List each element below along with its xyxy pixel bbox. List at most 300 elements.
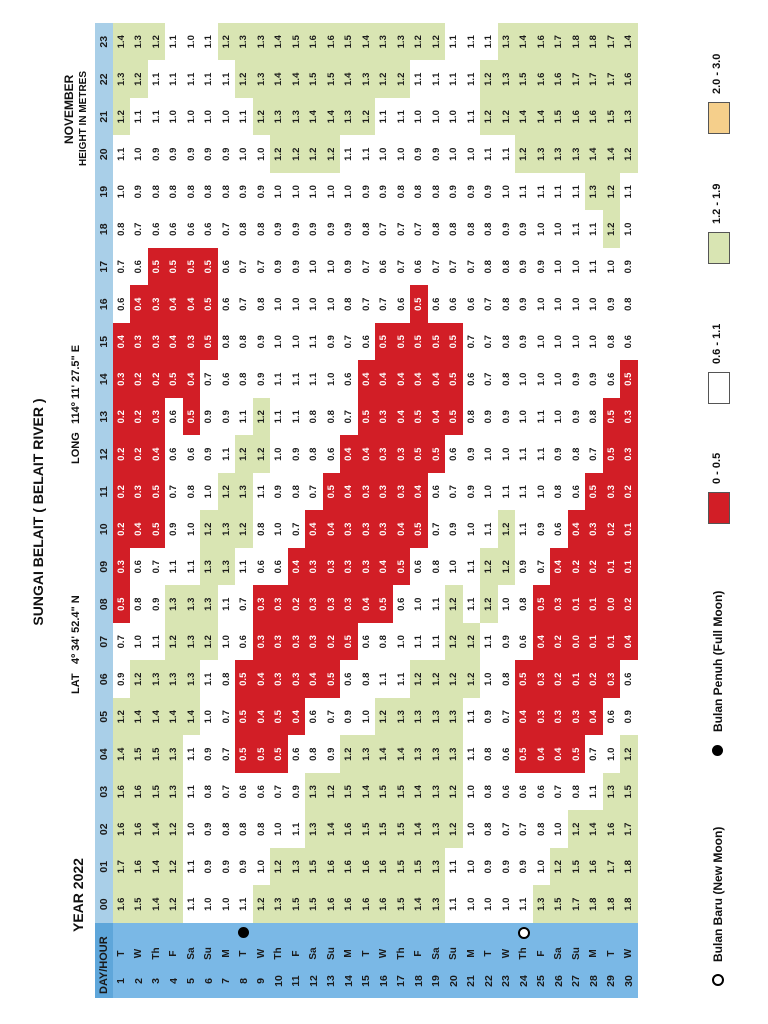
tide-height-cell: 1.2	[428, 661, 446, 699]
tide-height-cell: 1.0	[463, 811, 481, 849]
tide-height-cell: 1.6	[323, 848, 341, 886]
tide-height-cell: 1.0	[568, 323, 586, 361]
tide-height-cell: 1.1	[358, 136, 376, 174]
tide-height-cell: 0.7	[585, 736, 603, 774]
tide-height-cell: 0.9	[550, 436, 568, 474]
tide-height-cell: 0.6	[375, 248, 393, 286]
tide-height-cell: 0.9	[463, 173, 481, 211]
tide-height-cell: 0.6	[183, 211, 201, 249]
hour-header: 01	[95, 848, 113, 886]
tide-height-cell: 1.7	[585, 61, 603, 99]
tide-height-cell: 0.6	[165, 436, 183, 474]
tide-height-cell: 1.1	[410, 61, 428, 99]
tide-height-cell: 1.4	[340, 61, 358, 99]
tide-height-cell: 0.4	[393, 398, 411, 436]
tide-height-cell: 0.3	[550, 586, 568, 624]
tide-height-cell: 1.7	[603, 848, 621, 886]
tide-height-cell: 1.2	[498, 98, 516, 136]
tide-height-cell: 1.2	[463, 623, 481, 661]
tide-height-cell: 0.2	[148, 361, 166, 399]
tide-height-cell: 1.2	[148, 23, 166, 61]
tide-height-cell: 1.5	[393, 811, 411, 849]
tide-height-cell: 1.2	[340, 736, 358, 774]
tide-height-cell: 0.6	[183, 436, 201, 474]
tide-height-cell: 1.3	[428, 736, 446, 774]
tide-height-cell: 1.0	[410, 586, 428, 624]
tide-height-cell: 0.5	[148, 473, 166, 511]
tide-height-cell: 1.0	[270, 511, 288, 549]
tide-height-cell: 0.7	[218, 698, 236, 736]
tide-height-cell: 1.6	[323, 23, 341, 61]
hour-header: 06	[95, 661, 113, 699]
tide-height-cell: 1.5	[305, 886, 323, 924]
tide-height-cell: 0.0	[603, 586, 621, 624]
tide-height-cell: 0.9	[515, 548, 533, 586]
tide-height-cell: 0.5	[183, 398, 201, 436]
tide-height-cell: 1.2	[130, 661, 148, 699]
weekday-label: F	[165, 943, 183, 964]
weekday-label: Th	[515, 943, 533, 964]
hour-header: 18	[95, 211, 113, 249]
tide-height-cell: 1.0	[200, 473, 218, 511]
table-row	[288, 23, 306, 998]
tide-height-cell: 1.0	[463, 848, 481, 886]
moon-marker-cell	[445, 923, 463, 943]
tide-height-cell: 1.0	[113, 173, 131, 211]
tide-height-cell: 1.2	[270, 848, 288, 886]
tide-height-cell: 1.0	[270, 286, 288, 324]
tide-height-cell: 0.8	[428, 173, 446, 211]
tide-height-cell: 1.5	[515, 61, 533, 99]
weekday-label: W	[253, 943, 271, 964]
tide-height-cell: 0.6	[445, 286, 463, 324]
tide-height-cell: 0.5	[603, 436, 621, 474]
tide-height-cell: 0.3	[533, 661, 551, 699]
tide-height-cell: 0.8	[235, 211, 253, 249]
tide-height-cell: 1.4	[410, 773, 428, 811]
tide-height-cell: 1.0	[165, 98, 183, 136]
tide-height-cell: 0.3	[270, 623, 288, 661]
tide-height-cell: 1.0	[568, 286, 586, 324]
tide-height-cell: 1.0	[200, 98, 218, 136]
tide-height-cell: 0.7	[235, 248, 253, 286]
tide-height-cell: 0.9	[428, 136, 446, 174]
tide-height-cell: 1.3	[253, 23, 271, 61]
tide-height-cell: 0.5	[165, 361, 183, 399]
moon-marker-cell	[620, 923, 638, 943]
tide-height-cell: 0.9	[113, 661, 131, 699]
tide-height-cell: 0.3	[358, 548, 376, 586]
tide-height-cell: 0.9	[358, 173, 376, 211]
tide-height-cell: 0.4	[340, 436, 358, 474]
tide-height-cell: 1.2	[498, 511, 516, 549]
tide-height-cell: 0.2	[550, 623, 568, 661]
day-number: 28	[585, 964, 603, 998]
tide-height-cell: 0.9	[270, 211, 288, 249]
tide-height-cell: 1.5	[305, 61, 323, 99]
tide-height-cell: 0.6	[305, 698, 323, 736]
tide-height-cell: 0.8	[305, 736, 323, 774]
tide-height-cell: 1.0	[620, 211, 638, 249]
hour-header: 13	[95, 398, 113, 436]
hour-header: 05	[95, 698, 113, 736]
tide-height-cell: 0.5	[393, 548, 411, 586]
tide-height-cell: 1.8	[585, 23, 603, 61]
tide-height-cell: 1.0	[323, 361, 341, 399]
tide-height-cell: 0.6	[323, 436, 341, 474]
tide-height-cell: 0.4	[393, 361, 411, 399]
tide-height-cell: 0.4	[533, 736, 551, 774]
tide-height-cell: 1.4	[270, 23, 288, 61]
tide-height-cell: 1.3	[445, 698, 463, 736]
tide-height-cell: 0.8	[253, 511, 271, 549]
tide-height-cell: 1.3	[550, 136, 568, 174]
tide-height-cell: 1.3	[358, 736, 376, 774]
tide-height-cell: 0.5	[410, 436, 428, 474]
tide-height-cell: 0.7	[445, 473, 463, 511]
moon-marker-cell	[288, 923, 306, 943]
tide-height-cell: 0.3	[148, 323, 166, 361]
tide-height-cell: 1.1	[183, 61, 201, 99]
tide-height-cell: 0.9	[603, 286, 621, 324]
tide-height-cell: 0.7	[428, 248, 446, 286]
tide-height-cell: 1.3	[445, 736, 463, 774]
tide-height-cell: 0.9	[375, 173, 393, 211]
tide-height-cell: 1.6	[113, 886, 131, 924]
tide-height-cell: 0.8	[515, 586, 533, 624]
tide-height-cell: 0.9	[323, 211, 341, 249]
tide-height-cell: 0.5	[165, 248, 183, 286]
day-number: 21	[463, 964, 481, 998]
tide-height-cell: 0.7	[165, 473, 183, 511]
tide-height-cell: 1.0	[305, 173, 323, 211]
tide-height-cell: 1.2	[200, 623, 218, 661]
moon-marker-cell	[323, 923, 341, 943]
table-row	[253, 23, 271, 998]
tide-height-cell: 1.4	[358, 23, 376, 61]
tide-height-cell: 1.1	[183, 548, 201, 586]
tide-height-cell: 1.3	[305, 811, 323, 849]
legend-swatch-orange	[708, 102, 730, 134]
tide-height-cell: 1.1	[498, 136, 516, 174]
moon-marker-cell	[375, 923, 393, 943]
moon-marker-cell	[603, 923, 621, 943]
hour-header: 23	[95, 23, 113, 61]
table-row	[183, 23, 201, 998]
tide-height-cell: 1.0	[498, 886, 516, 924]
tide-height-cell: 1.2	[515, 136, 533, 174]
table-row	[358, 23, 376, 998]
legend-range-label: 0 - 0.5	[711, 452, 723, 484]
tide-height-cell: 0.5	[113, 586, 131, 624]
moon-marker-cell	[463, 923, 481, 943]
tide-height-cell: 1.0	[358, 698, 376, 736]
tide-height-cell: 0.6	[130, 248, 148, 286]
tide-height-cell: 0.9	[410, 136, 428, 174]
tide-height-cell: 1.1	[515, 473, 533, 511]
tide-height-cell: 0.4	[183, 286, 201, 324]
moon-marker-cell	[428, 923, 446, 943]
tide-height-cell: 1.3	[603, 773, 621, 811]
tide-height-cell: 1.0	[253, 136, 271, 174]
moon-marker-cell	[148, 923, 166, 943]
moon-marker-cell	[498, 923, 516, 943]
tide-height-cell: 1.6	[358, 848, 376, 886]
tide-height-cell: 0.8	[340, 286, 358, 324]
tide-height-cell: 1.7	[550, 23, 568, 61]
tide-height-cell: 1.7	[603, 61, 621, 99]
tide-height-cell: 1.2	[113, 698, 131, 736]
tide-height-cell: 1.2	[445, 773, 463, 811]
tide-height-cell: 0.8	[480, 211, 498, 249]
tide-height-cell: 1.0	[130, 136, 148, 174]
tide-height-cell: 1.0	[288, 323, 306, 361]
tide-height-cell: 1.3	[288, 98, 306, 136]
tide-height-cell: 1.0	[550, 811, 568, 849]
tide-height-cell: 0.6	[253, 773, 271, 811]
tide-height-cell: 0.3	[375, 436, 393, 474]
tide-height-cell: 1.1	[515, 173, 533, 211]
tide-height-cell: 1.2	[445, 586, 463, 624]
year-label: YEAR 2022	[70, 858, 86, 932]
tide-height-cell: 0.7	[253, 248, 271, 286]
tide-height-cell: 1.6	[130, 848, 148, 886]
tide-height-cell: 1.1	[480, 511, 498, 549]
moon-marker-cell	[253, 923, 271, 943]
table-row	[428, 23, 446, 998]
legend-swatch-red	[708, 492, 730, 524]
tide-height-cell: 0.8	[498, 323, 516, 361]
tide-height-cell: 0.7	[340, 323, 358, 361]
day-number: 25	[533, 964, 551, 998]
tide-height-cell: 0.9	[463, 473, 481, 511]
tide-height-cell: 1.1	[393, 661, 411, 699]
tide-height-cell: 1.8	[585, 886, 603, 924]
tide-height-cell: 0.8	[375, 623, 393, 661]
table-row	[323, 23, 341, 998]
moon-marker-cell	[130, 923, 148, 943]
tide-height-cell: 1.1	[218, 436, 236, 474]
tide-height-cell: 1.1	[200, 23, 218, 61]
tide-height-cell: 1.0	[235, 136, 253, 174]
tide-height-cell: 0.8	[113, 211, 131, 249]
tide-height-cell: 1.4	[358, 773, 376, 811]
table-row	[148, 23, 166, 998]
tide-height-cell: 1.4	[515, 23, 533, 61]
tide-height-cell: 0.6	[533, 773, 551, 811]
tide-height-cell: 1.0	[463, 886, 481, 924]
tide-height-cell: 0.8	[480, 773, 498, 811]
tide-height-cell: 0.8	[235, 323, 253, 361]
tide-height-cell: 1.2	[253, 436, 271, 474]
tide-height-cell: 1.0	[305, 248, 323, 286]
tide-height-cell: 1.0	[323, 286, 341, 324]
tide-height-cell: 0.9	[288, 211, 306, 249]
tide-height-table	[95, 23, 638, 998]
tide-height-cell: 1.2	[568, 811, 586, 849]
tide-height-cell: 1.2	[235, 61, 253, 99]
tide-height-cell: 1.6	[533, 61, 551, 99]
tide-height-cell: 0.5	[253, 736, 271, 774]
new-moon-icon	[518, 927, 530, 939]
tide-height-cell: 0.9	[218, 398, 236, 436]
tide-height-cell: 0.1	[620, 548, 638, 586]
tide-height-cell: 0.3	[358, 473, 376, 511]
tide-height-cell: 0.8	[428, 548, 446, 586]
tide-height-cell: 0.3	[620, 436, 638, 474]
tide-height-cell: 0.9	[515, 248, 533, 286]
tide-height-cell: 0.5	[585, 473, 603, 511]
tide-height-cell: 0.9	[148, 136, 166, 174]
tide-height-cell: 0.7	[498, 698, 516, 736]
tide-height-cell: 0.3	[340, 586, 358, 624]
tide-height-cell: 1.2	[165, 623, 183, 661]
weekday-label: M	[463, 943, 481, 964]
tide-height-cell: 1.1	[270, 361, 288, 399]
weekday-label: T	[235, 943, 253, 964]
tide-height-cell: 0.4	[305, 661, 323, 699]
weekday-label: Sa	[183, 943, 201, 964]
tide-height-cell: 0.7	[288, 511, 306, 549]
weekday-label: W	[498, 943, 516, 964]
tide-height-cell: 0.6	[568, 473, 586, 511]
tide-height-cell: 1.2	[253, 98, 271, 136]
tide-height-cell: 1.1	[620, 173, 638, 211]
table-row	[515, 23, 533, 998]
tide-height-cell: 1.6	[340, 811, 358, 849]
day-number: 26	[550, 964, 568, 998]
tide-height-cell: 0.3	[130, 323, 148, 361]
tide-height-cell: 0.3	[340, 548, 358, 586]
tide-height-cell: 1.1	[200, 61, 218, 99]
weekday-label: Su	[445, 943, 463, 964]
tide-height-cell: 0.7	[148, 548, 166, 586]
tide-height-cell: 0.5	[515, 661, 533, 699]
table-row	[130, 23, 148, 998]
tide-height-cell: 0.9	[288, 773, 306, 811]
tide-height-cell: 1.1	[550, 173, 568, 211]
tide-height-cell: 0.8	[498, 248, 516, 286]
tide-height-cell: 0.8	[130, 586, 148, 624]
tide-height-cell: 1.1	[585, 248, 603, 286]
weekday-label: M	[340, 943, 358, 964]
tide-height-cell: 1.6	[340, 886, 358, 924]
tide-height-cell: 1.2	[480, 548, 498, 586]
tide-height-cell: 1.4	[603, 136, 621, 174]
tide-height-cell: 0.6	[358, 323, 376, 361]
tide-height-cell: 1.3	[165, 773, 183, 811]
day-number: 2	[130, 964, 148, 998]
tide-height-cell: 0.7	[428, 511, 446, 549]
tide-height-cell: 0.5	[270, 698, 288, 736]
table-row	[340, 23, 358, 998]
tide-height-cell: 0.9	[165, 511, 183, 549]
tide-height-cell: 0.8	[235, 811, 253, 849]
hour-header: 22	[95, 61, 113, 99]
tide-height-cell: 0.8	[305, 398, 323, 436]
table-row	[305, 23, 323, 998]
tide-height-cell: 0.4	[358, 361, 376, 399]
tide-height-cell: 0.5	[375, 323, 393, 361]
tide-height-cell: 1.1	[113, 136, 131, 174]
tide-height-cell: 0.8	[620, 286, 638, 324]
tide-height-cell: 0.5	[515, 736, 533, 774]
tide-height-cell: 1.0	[515, 398, 533, 436]
tide-height-cell: 0.9	[498, 398, 516, 436]
tide-height-cell: 1.4	[533, 98, 551, 136]
tide-height-cell: 0.8	[428, 211, 446, 249]
tide-height-cell: 0.9	[498, 848, 516, 886]
tide-height-cell: 0.8	[498, 286, 516, 324]
tide-height-cell: 1.4	[323, 811, 341, 849]
tide-height-cell: 0.9	[130, 173, 148, 211]
tide-height-cell: 1.2	[323, 773, 341, 811]
tide-height-cell: 0.2	[323, 623, 341, 661]
weekday-label: Sa	[550, 943, 568, 964]
tide-height-cell: 1.0	[183, 811, 201, 849]
tide-height-cell: 1.2	[200, 511, 218, 549]
tide-height-cell: 0.5	[568, 736, 586, 774]
table-row	[585, 23, 603, 998]
tide-height-cell: 1.6	[585, 98, 603, 136]
tide-height-cell: 0.3	[288, 661, 306, 699]
tide-height-cell: 1.0	[533, 323, 551, 361]
tide-height-cell: 1.4	[410, 886, 428, 924]
tide-height-cell: 0.2	[130, 436, 148, 474]
hour-header: 15	[95, 323, 113, 361]
tide-height-cell: 1.1	[445, 61, 463, 99]
weekday-label: F	[410, 943, 428, 964]
weekday-label: F	[533, 943, 551, 964]
tide-height-cell: 0.2	[113, 473, 131, 511]
tide-height-cell: 0.4	[620, 623, 638, 661]
tide-height-cell: 1.0	[550, 398, 568, 436]
tide-height-cell: 0.6	[218, 248, 236, 286]
tide-height-cell: 0.9	[515, 323, 533, 361]
moon-marker-cell	[393, 923, 411, 943]
tide-height-cell: 0.9	[445, 173, 463, 211]
tide-height-cell: 0.9	[200, 811, 218, 849]
tide-height-cell: 0.4	[393, 511, 411, 549]
tide-height-cell: 0.4	[358, 586, 376, 624]
tide-height-cell: 1.3	[218, 511, 236, 549]
tide-height-cell: 1.0	[393, 623, 411, 661]
tide-height-cell: 0.4	[288, 548, 306, 586]
tide-height-cell: 1.3	[533, 886, 551, 924]
tide-height-cell: 1.1	[463, 23, 481, 61]
day-number: 4	[165, 964, 183, 998]
tide-height-cell: 0.9	[305, 211, 323, 249]
tide-height-cell: 1.0	[533, 473, 551, 511]
tide-height-cell: 0.8	[603, 323, 621, 361]
tide-height-cell: 1.0	[480, 436, 498, 474]
tide-height-cell: 1.4	[393, 736, 411, 774]
tide-height-cell: 0.4	[288, 698, 306, 736]
tide-height-cell: 1.3	[498, 23, 516, 61]
hour-header: 03	[95, 773, 113, 811]
tide-height-cell: 1.2	[218, 473, 236, 511]
tide-height-cell: 1.2	[253, 886, 271, 924]
tide-height-cell: 0.7	[200, 361, 218, 399]
tide-height-cell: 0.8	[218, 323, 236, 361]
tide-height-cell: 0.6	[515, 623, 533, 661]
tide-height-cell: 1.0	[130, 623, 148, 661]
table-row	[200, 23, 218, 998]
tide-height-cell: 0.9	[515, 286, 533, 324]
tide-height-cell: 0.4	[550, 736, 568, 774]
legend-range-label: 2.0 - 3.0	[711, 53, 723, 94]
tide-height-cell: 0.3	[113, 361, 131, 399]
